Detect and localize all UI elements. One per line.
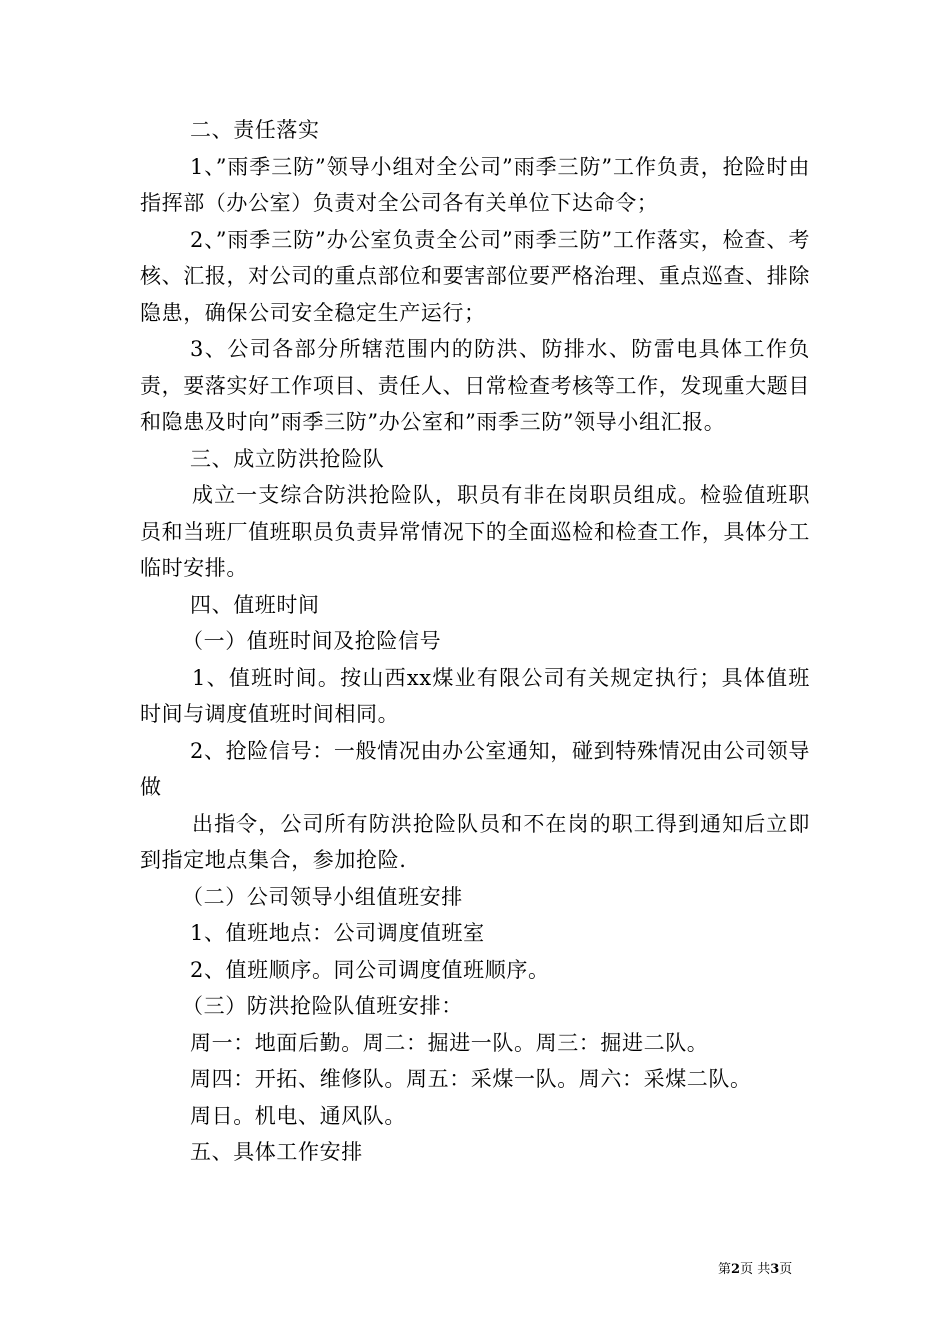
page-number-footer <box>718 1262 792 1278</box>
total-pages-number: 3 <box>770 1262 780 1277</box>
paragraph: 成立一支综合防洪抢险队，职员有非在岗职员组成。检验值班职员和当班厂值班职员负责异常情况下的全面巡检和检查工作，具体分工临时安排。 <box>140 483 810 580</box>
paragraph: 2、值班顺序。同公司调度值班顺序。 <box>190 957 550 982</box>
paragraph: 1、值班时间。按山西xx煤业有限公司有关规定执行；具体值班时间与调度值班时间相同。 <box>140 665 810 726</box>
footer-middle: 页 共 <box>740 1262 771 1277</box>
footer-suffix: 页 <box>779 1262 793 1277</box>
footer-prefix: 第 <box>718 1262 732 1277</box>
paragraph: 2、抢险信号：一般情况由办公室通知，碰到特殊情况由公司领导做 <box>140 738 810 799</box>
schedule-line: 周一：地面后勤。周二：掘进一队。周三：掘进二队。 <box>190 1030 709 1055</box>
section-heading-team: 三、成立防洪抢险队 <box>190 446 385 471</box>
paragraph: 1、值班地点：公司调度值班室 <box>190 921 485 945</box>
section-heading-duty-time: 四、值班时间 <box>190 592 320 617</box>
paragraph: 2、”雨季三防”办公室负责全公司”雨季三防”工作落实，检查、考核、汇报，对公司的重点部位和要害部位要严格治理、重点巡查、排除隐患，确保公司安全稳定生产运行； <box>140 227 810 325</box>
subsection-heading: （一）值班时间及抢险信号 <box>182 629 442 653</box>
section-heading-responsibility: 二、责任落实 <box>190 118 320 142</box>
section-heading-work-plan: 五、具体工作安排 <box>190 1140 363 1164</box>
subsection-heading: （三）防洪抢险队值班安排： <box>182 994 463 1018</box>
paragraph: 1、”雨季三防”领导小组对全公司”雨季三防”工作负责，抢险时由指挥部（办公室）负责对全公司各有关单位下达命令； <box>140 154 810 215</box>
current-page-number: 2 <box>731 1262 741 1277</box>
paragraph: 出指令，公司所有防洪抢险队员和不在岗的职工得到通知后立即到指定地点集合，参加抢险. <box>140 811 810 872</box>
subsection-heading: （二）公司领导小组值班安排 <box>182 884 463 909</box>
paragraph: 3、公司各部分所辖范围内的防洪、防排水、防雷电具体工作负责，要落实好工作项目、责任人、日常检查考核等工作，发现重大题目和隐患及时向”雨季三防”办公室和”雨季三防”领导小组汇报。 <box>140 337 810 434</box>
schedule-line: 周日。机电、通风队。 <box>190 1103 406 1128</box>
document-body <box>140 112 810 1171</box>
schedule-line: 周四：开拓、维修队。周五：采煤一队。周六：采煤二队。 <box>190 1067 752 1091</box>
